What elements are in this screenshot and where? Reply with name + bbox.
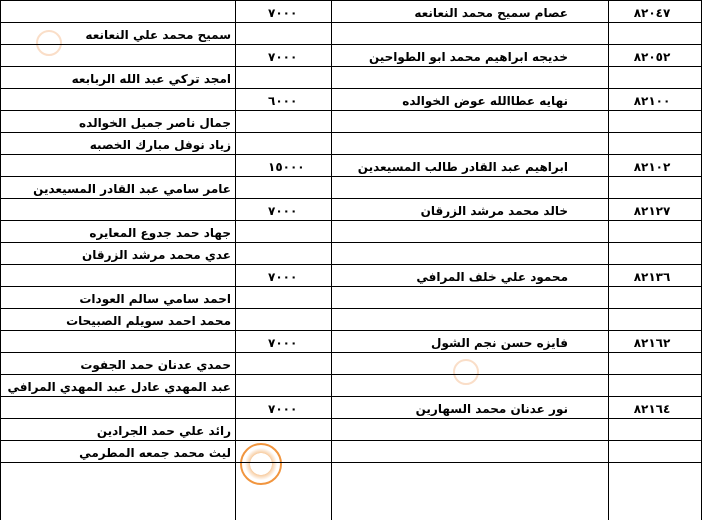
account-number: ٨٢٠٤٧ (633, 6, 671, 20)
grid-line (0, 154, 702, 155)
amount: ٧٠٠٠ (268, 50, 298, 64)
dependent-name: جهاد حمد جدوع المعايره (89, 226, 231, 240)
amount: ٧٠٠٠ (268, 402, 298, 416)
grid-line (0, 264, 702, 265)
grid-line (0, 440, 702, 441)
account-number: ٨٢١٦٤ (633, 402, 671, 416)
faded-stamp (453, 359, 479, 385)
amount: ٧٠٠٠ (268, 204, 298, 218)
dependent-name: رائد علي حمد الجرادين (96, 424, 231, 438)
dependent-name: حمدي عدنان حمد الجفوت (80, 358, 231, 372)
account-number: ٨٢٠٥٢ (633, 50, 671, 64)
dependent-name: احمد سامي سالم العودات (79, 292, 231, 306)
holder-name: نهايه عطاالله عوض الخوالده (402, 94, 568, 108)
grid-line (0, 176, 702, 177)
holder-name: محمود علي خلف المرافي (416, 270, 568, 284)
dependent-name: محمد احمد سويلم الصبيحات (66, 314, 231, 328)
grid-line (0, 0, 1, 520)
grid-line (0, 66, 702, 67)
grid-line (0, 396, 702, 397)
holder-name: خديجه ابراهيم محمد ابو الطواحين (368, 50, 568, 64)
grid-line (0, 88, 702, 89)
account-number: ٨٢١٠٢ (633, 160, 671, 174)
account-number: ٨٢١٦٢ (633, 336, 671, 350)
account-number: ٨٢١٠٠ (633, 94, 671, 108)
grid-line (0, 110, 702, 111)
grid-line (0, 462, 702, 463)
dependent-name: سميح محمد علي النعانعه (85, 28, 231, 42)
holder-name: عصام سميح محمد النعانعه (414, 6, 568, 20)
amount: ١٥٠٠٠ (268, 160, 305, 174)
dependent-name: امجد تركي عبد الله الربابعه (71, 72, 231, 86)
grid-line (235, 0, 236, 520)
dependent-name: عبد المهدي عادل عبد المهدي المرافي (7, 380, 231, 394)
grid-line (331, 0, 332, 520)
grid-line (0, 132, 702, 133)
dependent-name: ليث محمد جمعه المطرمي (79, 446, 231, 460)
grid-line (0, 220, 702, 221)
holder-name: ابراهيم عبد القادر طالب المسيعدين (357, 160, 568, 174)
account-number: ٨٢١٢٧ (633, 204, 671, 218)
grid-line (0, 22, 702, 23)
grid-line (0, 308, 702, 309)
amount: ٧٠٠٠ (268, 270, 298, 284)
grid-line (0, 352, 702, 353)
holder-name: خالد محمد مرشد الزرقان (420, 204, 568, 218)
grid-line (0, 242, 702, 243)
dependent-name: عدي محمد مرشد الزرقان (82, 248, 231, 262)
dependent-name: زياد نوفل مبارك الخصبه (89, 138, 231, 152)
amount: ٧٠٠٠ (268, 6, 298, 20)
account-number: ٨٢١٣٦ (633, 270, 671, 284)
amount: ٧٠٠٠ (268, 336, 298, 350)
grid-line (0, 374, 702, 375)
grid-line (0, 330, 702, 331)
holder-name: فايزه حسن نجم الشول (431, 336, 568, 350)
official-stamp (240, 443, 282, 485)
holder-name: نور عدنان محمد السهارين (415, 402, 568, 416)
grid-line (608, 0, 609, 520)
grid-line (0, 198, 702, 199)
amount: ٦٠٠٠ (268, 94, 298, 108)
dependent-name: جمال ناصر جميل الخوالده (79, 116, 231, 130)
grid-line (0, 0, 702, 1)
grid-line (0, 286, 702, 287)
grid-line (0, 44, 702, 45)
grid-line (0, 418, 702, 419)
dependent-name: عامر سامي عبد القادر المسيعدين (33, 182, 231, 196)
